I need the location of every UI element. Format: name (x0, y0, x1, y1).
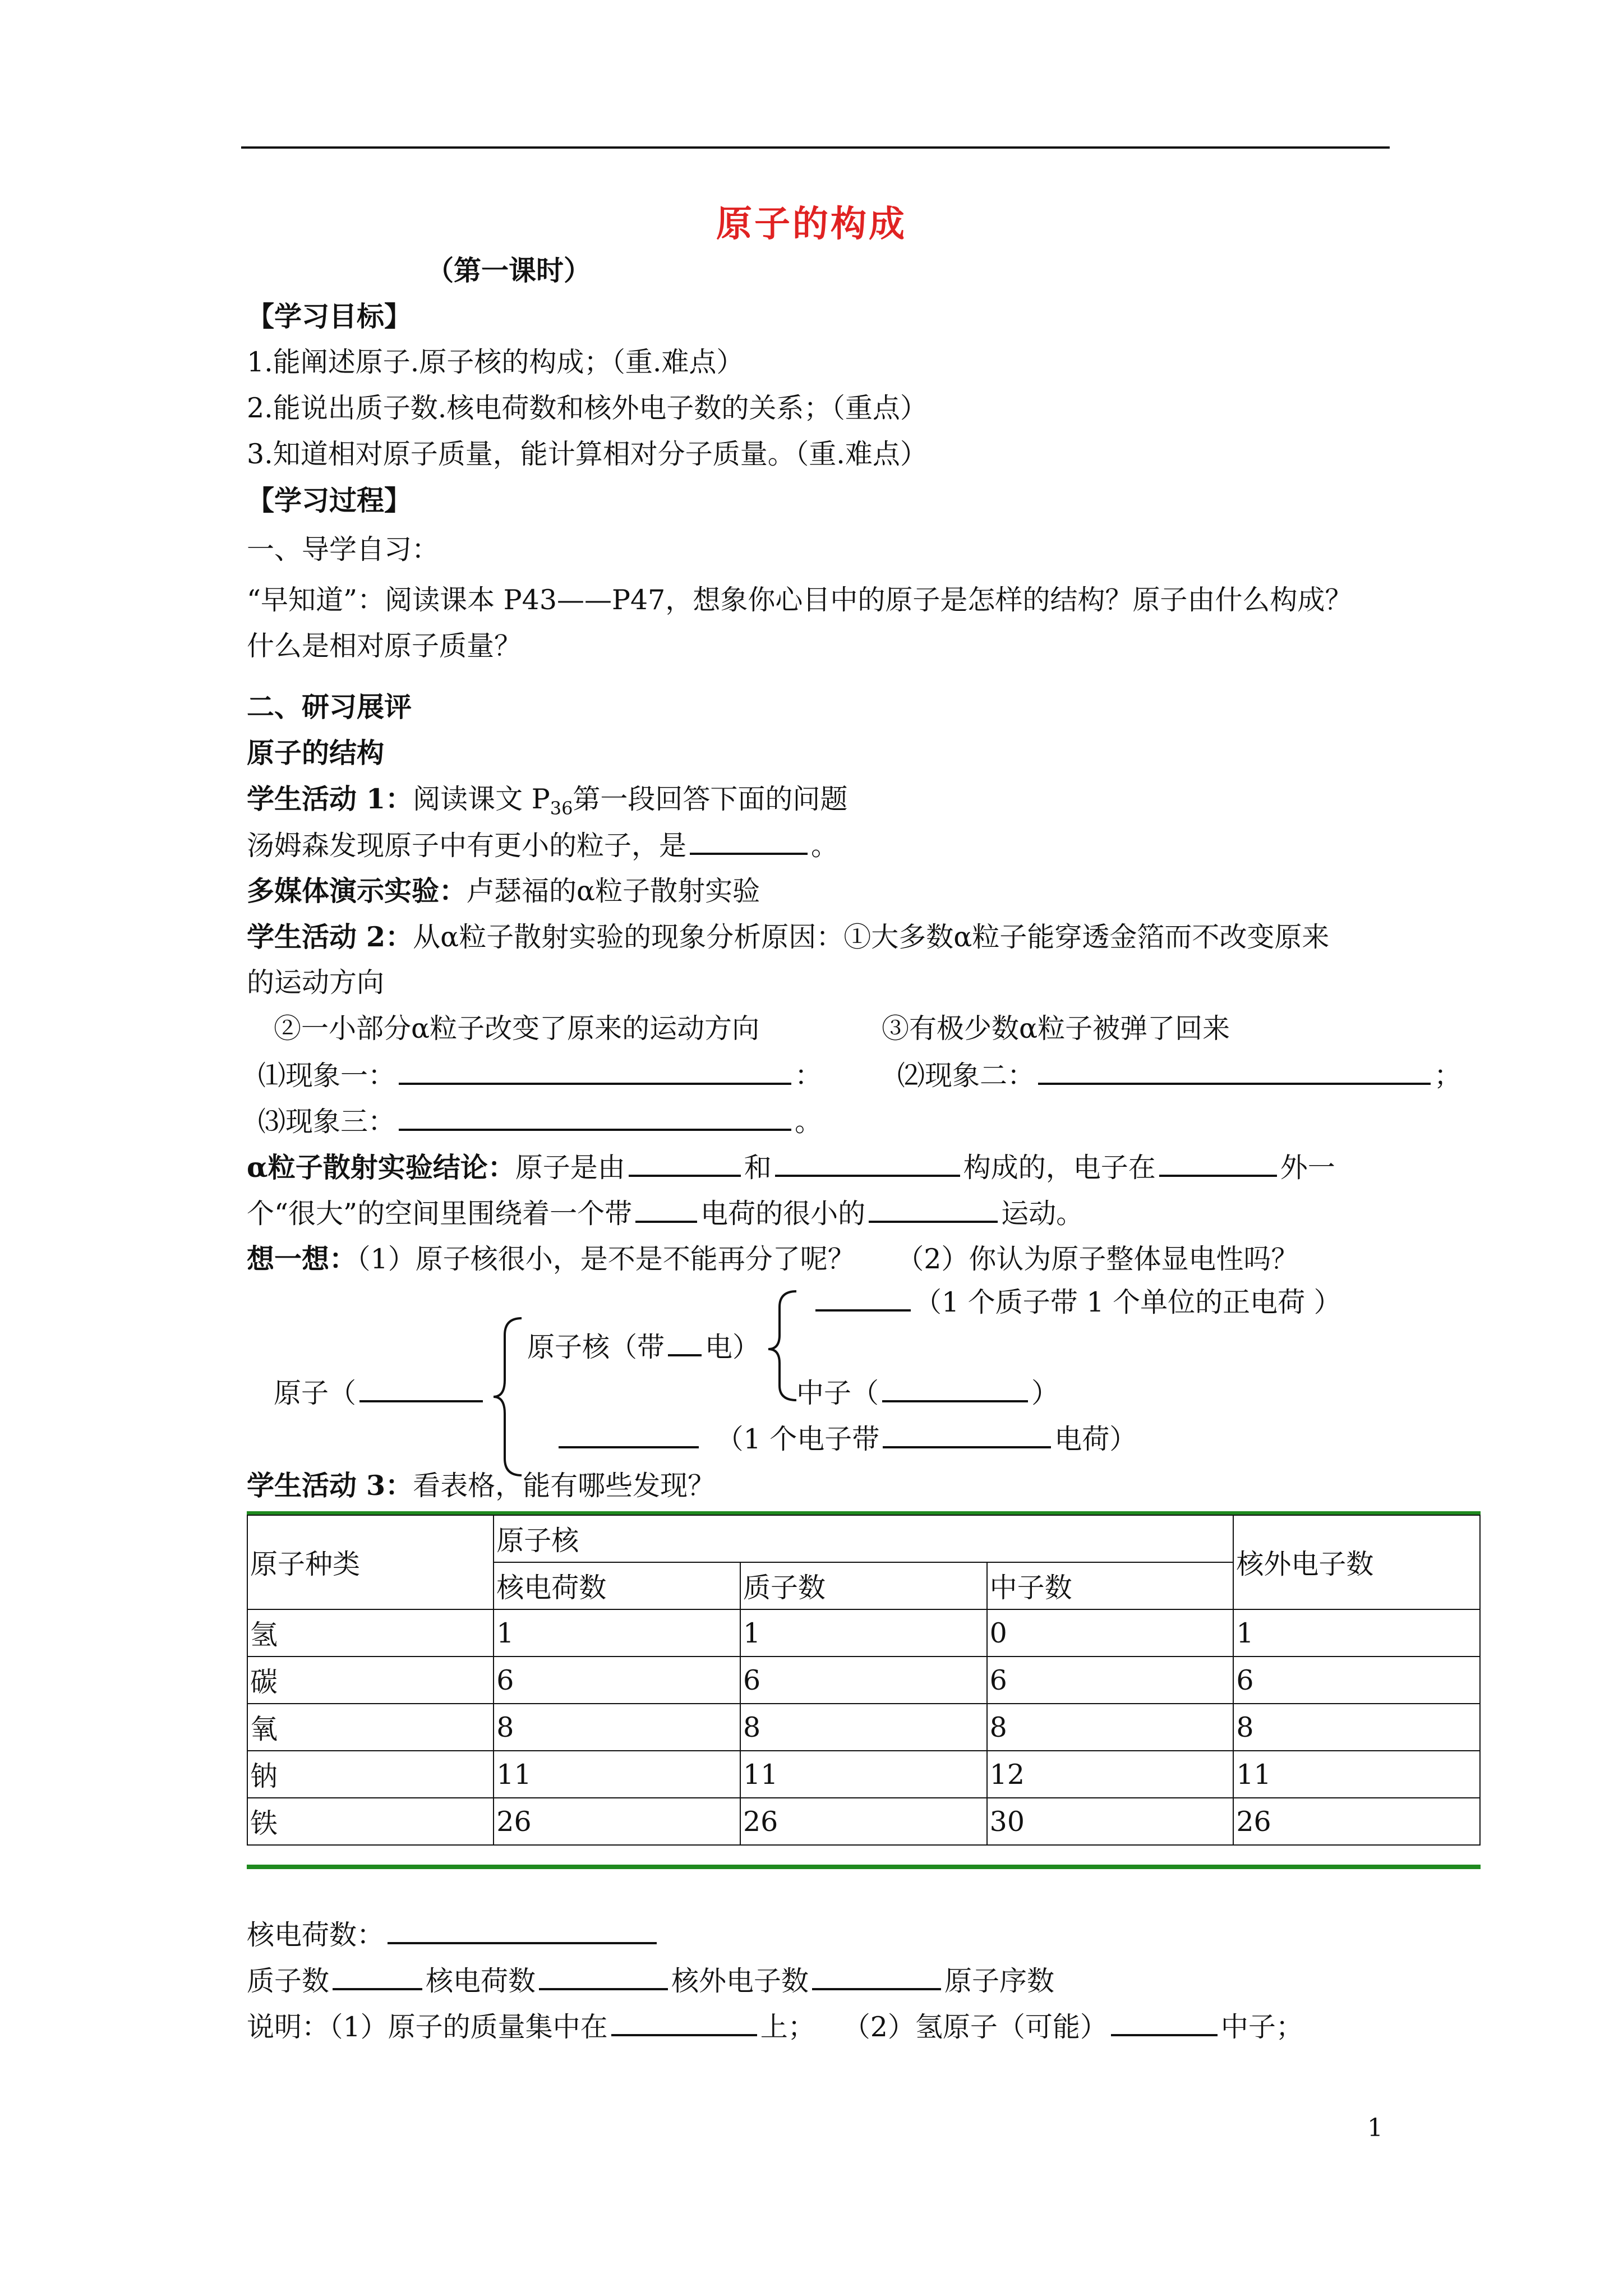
activity-label: 学生活动 2： (247, 921, 413, 953)
conclusion-text: 电荷的很小的 (700, 1198, 866, 1230)
answer-blank[interactable] (883, 1421, 1051, 1448)
nucleus-line (527, 1329, 760, 1364)
table-cell: 26 (1233, 1798, 1480, 1845)
atom-table (247, 1515, 1481, 1846)
conclusion-text: 构成的，电子在 (963, 1152, 1156, 1184)
activity-text: 第一段回答下面的问题 (573, 783, 848, 815)
page-subscript: 36 (550, 797, 573, 819)
answer-blank[interactable] (1159, 1150, 1277, 1177)
diagram-text: （1 个质子带 1 个单位的正电荷 ） (914, 1286, 1341, 1318)
table-cell: 1 (1233, 1609, 1480, 1657)
note-text: 上； （2）氢原子（可能） (760, 2011, 1108, 2043)
answer-blank[interactable] (815, 1285, 911, 1312)
diagram-text: 电） (705, 1331, 760, 1363)
goal-item: 2.能说出质子数.核电荷数和核外电子数的关系；（重点） (247, 392, 928, 424)
question-text: 。 (811, 830, 839, 862)
paragraph: 什么是相对原子质量？ (247, 630, 522, 662)
answer-blank[interactable] (399, 1104, 791, 1131)
answer-blank[interactable] (399, 1058, 791, 1085)
header-cell: 原子核 (494, 1515, 1233, 1562)
table-cell: 0 (987, 1609, 1234, 1657)
question-text: ； (1434, 1060, 1462, 1092)
note-text: 说明：（1）原子的质量集中在 (247, 2011, 608, 2043)
activity-3 (247, 1469, 715, 1503)
answer-blank[interactable] (775, 1150, 960, 1177)
activity-label: 学生活动 1： (247, 783, 413, 815)
table-row (247, 1657, 1480, 1704)
header-cell: 核电荷数 (494, 1562, 740, 1609)
process-heading: 【学习过程】 (247, 484, 412, 517)
conclusion-text: 外一 (1280, 1152, 1335, 1184)
answer-blank[interactable] (559, 1421, 699, 1448)
conclusion-line (247, 1196, 1083, 1231)
table-bottom-rule (247, 1865, 1481, 1869)
conclusion-label: α粒子散射实验结论： (247, 1151, 515, 1184)
question-text: ⑵现象二： (897, 1060, 1035, 1092)
neutron-line (796, 1375, 1059, 1410)
table-cell: 6 (987, 1657, 1234, 1704)
section-heading: 一、导学自习： (247, 533, 440, 565)
table-cell: 碳 (247, 1657, 494, 1704)
table-row (247, 1609, 1480, 1657)
answer-blank[interactable] (629, 1150, 741, 1177)
question-text: 汤姆森发现原子中有更小的粒子，是 (247, 830, 687, 862)
answer-blank[interactable] (539, 1963, 668, 1990)
question-line (258, 1058, 822, 1093)
table-cell: 铁 (247, 1798, 494, 1845)
activity-text: 从α粒子散射实验的现象分析原因：①大多数α粒子能穿透金箔而不改变原来 (413, 921, 1330, 953)
relation-text: 核电荷数 (426, 1965, 536, 1997)
diagram-text: 电荷） (1054, 1423, 1137, 1455)
table-cell: 6 (494, 1657, 740, 1704)
table-row (247, 1704, 1480, 1751)
think-text: （1）原子核很小，是不是不能再分了呢？ （2）你认为原子整体显电性吗？ (357, 1243, 1299, 1275)
page-number: 1 (1367, 2114, 1383, 2142)
outer-brace-icon (488, 1313, 533, 1481)
table-cell: 1 (494, 1609, 740, 1657)
conclusion-text: 原子是由 (515, 1152, 625, 1184)
table-cell: 12 (987, 1751, 1234, 1798)
table-cell: 11 (1233, 1751, 1480, 1798)
table-row (247, 1798, 1480, 1845)
answer-blank[interactable] (388, 1917, 657, 1944)
header-cell: 核外电子数 (1233, 1515, 1480, 1609)
conclusion-line (247, 1150, 1335, 1185)
answer-blank[interactable] (690, 828, 808, 855)
relation-text: 核外电子数 (671, 1965, 809, 1997)
think-line (247, 1242, 1298, 1276)
diagram-text: （1 个电子带 (730, 1423, 880, 1455)
phenomenon-3: ③有极少数α粒子被弹了回来 (882, 1013, 1230, 1045)
media-label: 多媒体演示实验： (247, 875, 467, 907)
table-cell: 8 (1233, 1704, 1480, 1751)
table-cell: 30 (987, 1798, 1234, 1845)
activity-1 (247, 782, 847, 825)
note-text: 中子； (1220, 2011, 1303, 2043)
question-text: ⑶现象三： (258, 1106, 396, 1138)
goals-heading: 【学习目标】 (247, 300, 412, 333)
atom-line (274, 1375, 486, 1410)
answer-blank[interactable] (869, 1196, 998, 1223)
answer-blank[interactable] (635, 1196, 697, 1223)
relation-text: 质子数 (247, 1965, 330, 1997)
proton-line (812, 1285, 1341, 1319)
diagram-text: 原子核（带 (527, 1331, 665, 1363)
table-cell: 1 (740, 1609, 987, 1657)
table-cell: 8 (494, 1704, 740, 1751)
question-line (247, 828, 838, 863)
table-cell: 8 (987, 1704, 1234, 1751)
page-title: 原子的构成 (716, 203, 907, 245)
table-cell: 11 (494, 1751, 740, 1798)
answer-blank[interactable] (668, 1329, 702, 1356)
header-cell: 原子种类 (247, 1515, 494, 1609)
answer-blank[interactable] (1038, 1058, 1431, 1085)
media-text: 卢瑟福的α粒子散射实验 (467, 875, 760, 907)
conclusion-text: 个“很大”的空间里围绕着一个带 (247, 1198, 633, 1230)
question-text: ： (795, 1060, 823, 1092)
header-cell: 中子数 (987, 1562, 1234, 1609)
table-cell: 8 (740, 1704, 987, 1751)
conclusion-text: 运动。 (1001, 1198, 1084, 1230)
header-cell: 质子数 (740, 1562, 987, 1609)
activity-label: 学生活动 3： (247, 1469, 413, 1502)
phenomenon-2: ②一小部分α粒子改变了原来的运动方向 (274, 1013, 760, 1045)
electron-line (555, 1421, 1137, 1456)
section-heading: 二、研习展评 (247, 691, 412, 723)
conclusion-text: 和 (744, 1152, 772, 1184)
answer-blank[interactable] (1111, 2009, 1218, 2036)
diagram-text: 中子（ (796, 1377, 879, 1409)
activity-text: 的运动方向 (247, 967, 385, 999)
charge-label: 核电荷数： (247, 1919, 385, 1951)
answer-blank[interactable] (611, 2009, 757, 2036)
table-cell: 6 (740, 1657, 987, 1704)
subsection-heading: 原子的结构 (247, 737, 385, 769)
question-text: 。 (795, 1106, 823, 1138)
activity-2 (247, 920, 1329, 954)
think-label: 想一想： (247, 1243, 357, 1275)
answer-blank[interactable] (333, 1963, 422, 1990)
charge-line (247, 1917, 660, 1952)
goal-item: 3.知道相对原子质量，能计算相对分子质量。（重.难点） (247, 438, 928, 470)
table-cell: 26 (740, 1798, 987, 1845)
table-header-row (247, 1515, 1480, 1562)
table-cell: 氧 (247, 1704, 494, 1751)
table-cell: 11 (740, 1751, 987, 1798)
media-line (247, 874, 760, 908)
table-cell: 6 (1233, 1657, 1480, 1704)
diagram-text: 原子（ (274, 1377, 357, 1409)
activity-text: 看表格，能有哪些发现？ (413, 1470, 716, 1502)
question-text: ⑴现象一： (258, 1060, 396, 1092)
table-row (247, 1751, 1480, 1798)
activity-text: 阅读课文 P (413, 783, 550, 815)
answer-blank[interactable] (359, 1375, 483, 1402)
lesson-subtitle: （第一课时） (426, 254, 592, 287)
table-cell: 钠 (247, 1751, 494, 1798)
table-cell: 氢 (247, 1609, 494, 1657)
answer-blank[interactable] (812, 1963, 941, 1990)
diagram-text: ） (1031, 1377, 1059, 1409)
nucleus-brace-icon (763, 1285, 808, 1408)
paragraph: “早知道”：阅读课本 P43——P47，想象你心目中的原子是怎样的结构？原子由什么构成？ (247, 584, 1353, 616)
question-line (258, 1104, 822, 1139)
answer-blank[interactable] (882, 1375, 1028, 1402)
goal-item: 1.能阐述原子.原子核的构成；（重.难点） (247, 346, 744, 378)
header-rule (241, 146, 1390, 149)
question-line (897, 1058, 1461, 1093)
relation-line (247, 1963, 1054, 1998)
relation-text: 原子序数 (944, 1965, 1055, 1997)
table-cell: 26 (494, 1798, 740, 1845)
note-line (247, 2009, 1303, 2044)
